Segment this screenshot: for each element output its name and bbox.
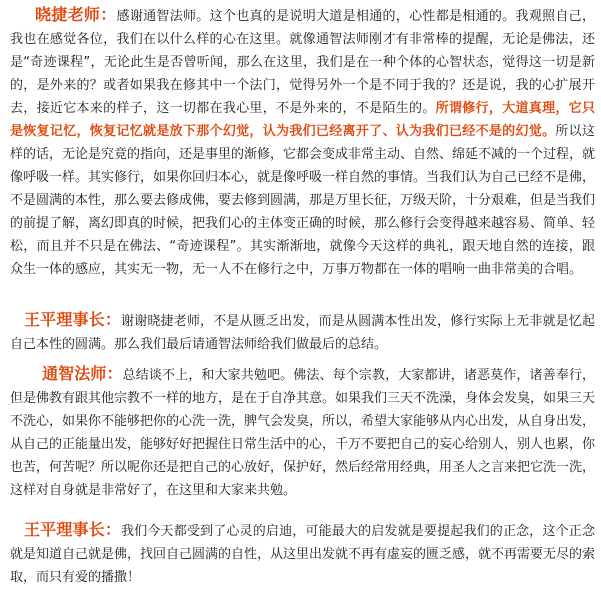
highlighted-sentence: 所谓修行，大道真理，它只是恢复记忆，恢复记忆就是放下那个幻觉，认为我们已经离开了、认为我们已经不是的幻觉。 xyxy=(10,101,595,139)
speaker-colon: ： xyxy=(104,520,122,539)
paragraph-text: 总结谈不上，和大家共勉吧。佛法、每个宗教，大家都讲，诸恶莫作，诸善奉行，但是佛教有跟其他宗教不一样的地方，是在于自净其意。如果我们三天不洗澡，身体会发臭，如果三天不洗心，如果你不能够把你的心洗一洗，脾气会发臭，所以，希望大家能够从内心出发，从自身出发，从自己的正能量出发，能够好好把握住日常生活中的心，千万不要把自己的妄心给别人，别人也累，你也苦，何苦呢？所以呢你还是把自己的心放好，保护好，然后经常用经典，用圣人之言来把它洗一洗，这样对自身就是非常好了，在这里和大家来共勉。 xyxy=(10,368,596,498)
paragraph-tongzhi xyxy=(10,362,595,502)
paragraph-text-continued: 所以这样的话，无论是究竟的指向，还是事里的渐修，它都会变成非常主动、自然、绵延不减的一个过程，就像呼吸一样。其实修行，如果你回归本心，就是像呼吸一样自然的事情。当我们认为自己已经不是佛，不是圆满的本性，那么要去修成佛，要去修到圆满，那是万里长征，万级天阶，十分艰难，但是当我们的前提了解，离幻即真的时候，把我们心的主体变正确的时候，那么修行会变得越来越容易、简单、轻松，而且并不只是在佛法、“奇迹课程”。其实渐渐地，就像今天这样的典礼，跟天地自然的连接，跟众生一体的感应，其实无一物，无一人不在修行之中，万事万物都在一体的唱响一曲非常美的合唱。 xyxy=(10,124,596,277)
speaker-name: 王平理事长 xyxy=(24,520,105,539)
speaker-colon: ： xyxy=(104,310,122,329)
speaker-colon: ： xyxy=(100,5,117,24)
speaker-colon: ： xyxy=(106,364,123,383)
speaker-name: 通智法师 xyxy=(42,364,107,383)
paragraph-wangping-2 xyxy=(10,518,595,589)
paragraph-text: 感谢通智法师。这个也真的是说明大道是相通的，心性都是相通的。我观照自己，我也在感觉各位，我们在以什么样的心在这里。就像通智法师刚才有非常棒的提醒，无论是佛法，还是“奇迹课程”，无论此生是否曾听闻，那么在这里，我们是在一种个体的心智状态，觉得这一切是新的，是外来的？或者如果我在修其中一个法门，觉得另外一个是不同于我的？还是说，我的心扩展开去，接近它本来的样子，这一切都在我心里，不是外来的，不是陌生的。 xyxy=(10,9,595,116)
paragraph-text: 谢谢晓捷老师，不是从匮乏出发，而是从圆满本性出发，修行实际上无非就是忆起自己本性的圆满。那么我们最后请通智法师给我们做最后的总结。 xyxy=(10,314,595,352)
paragraph-xiaojie-1 xyxy=(10,3,595,281)
speaker-name: 晓捷老师 xyxy=(35,5,101,24)
paragraph-text: 我们今天都受到了心灵的启迪，可能最大的启发就是要提起我们的正念，这个正念就是知道自己就是佛，找回自己圆满的自性，从这里出发就不再有虚妄的匮乏感，就不再需要无尽的索取，而只有爱的播撒！ xyxy=(10,524,596,585)
speaker-name: 王平理事长 xyxy=(24,310,105,329)
paragraph-wangping-1 xyxy=(10,308,595,356)
